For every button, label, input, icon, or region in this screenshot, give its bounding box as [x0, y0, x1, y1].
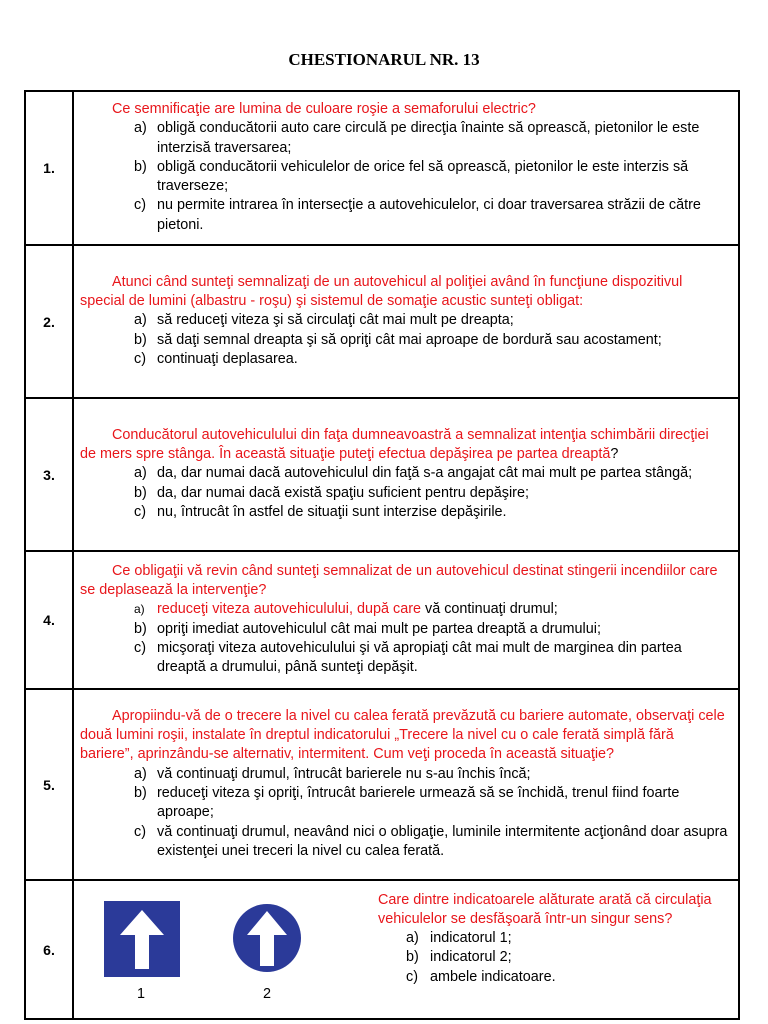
answer-text: micşoraţi viteza autovehiculului şi vă apropiaţi cât mai mult de marginea din partea dreaptă a drumului, până sunteţi depăşit. — [157, 639, 682, 676]
question-number: 6. — [25, 880, 73, 1019]
one-way-square-sign-icon — [104, 901, 180, 977]
answer-text: indicatorul 1; — [430, 930, 512, 947]
question-text — [80, 426, 728, 465]
answer-option-c[interactable] — [80, 823, 728, 862]
question-text-main: Conducătorul autovehiculului din faţa dumneavoastră a semnalizat intenţia schimbării direcţiei de mers spre stânga. În această situaţie puteţi efectua depăşirea pe partea dreaptă — [80, 426, 709, 463]
question-number: 2. — [25, 245, 73, 398]
answer-label: c) — [134, 197, 146, 214]
answer-text: ambele indicatoare. — [430, 968, 556, 985]
answer-list — [80, 311, 728, 369]
question-body — [73, 551, 739, 689]
answer-list — [80, 464, 728, 522]
answer-option-b[interactable] — [378, 948, 728, 967]
question-row-5 — [25, 689, 739, 880]
answer-label: c) — [406, 968, 418, 985]
answer-text: da, dar numai dacă există spaţiu suficient pentru depăşire; — [157, 484, 529, 501]
answer-text: nu, întrucât în astfel de situaţii sunt interzise depăşirile. — [157, 504, 507, 521]
answer-option-a[interactable] — [80, 119, 728, 158]
answer-text: să daţi semnal dreapta şi să opriţi cât mai aproape de bordură sau acostament; — [157, 331, 662, 348]
answer-label: a) — [134, 312, 147, 329]
answer-label: b) — [406, 949, 419, 966]
answer-option-c[interactable] — [80, 503, 728, 522]
answer-label: b) — [134, 484, 147, 501]
answer-label: a) — [134, 602, 145, 617]
question-number: 1. — [25, 91, 73, 245]
sign-label-1: 1 — [136, 985, 145, 1002]
question-6-layout — [74, 891, 728, 1009]
answer-label: c) — [134, 504, 146, 521]
question-row-1 — [25, 91, 739, 245]
answer-label: a) — [134, 120, 147, 137]
question-text: Ce obligaţii vă revin când sunteţi semnalizat de un autovehicul destinat stingerii incendiilor care se deplasează la intervenţie? — [80, 562, 718, 598]
question-body — [73, 880, 739, 1019]
answer-option-c[interactable] — [378, 968, 728, 987]
answer-label: c) — [134, 351, 146, 368]
answer-option-a[interactable] — [378, 929, 728, 948]
answer-label: b) — [134, 620, 147, 637]
question-body — [73, 398, 739, 551]
page-title: CHESTIONARUL NR. 13 — [288, 50, 480, 69]
answer-option-b[interactable] — [80, 784, 728, 823]
question-row-4 — [25, 551, 739, 689]
questionnaire-table — [24, 90, 740, 1020]
answer-text: reduceţi viteza şi opriţi, întrucât barierele urmează să se închidă, trenul fiind foarte aproape; — [157, 785, 680, 821]
answer-option-a[interactable] — [80, 311, 728, 330]
answer-label: c) — [134, 823, 146, 840]
answer-option-b[interactable] — [80, 158, 728, 197]
question-row-6 — [25, 880, 739, 1019]
answer-list — [80, 765, 728, 861]
answer-list — [80, 600, 728, 677]
answer-option-a[interactable] — [80, 464, 728, 483]
answer-label: c) — [134, 639, 146, 656]
question-body — [73, 689, 739, 880]
answer-text-highlight: reduceţi viteza autovehiculului, după care — [157, 601, 421, 618]
sign-label-2: 2 — [262, 985, 271, 1002]
answer-option-c[interactable] — [80, 639, 728, 678]
question-mark: ? — [610, 446, 619, 463]
answer-text: obligă conducătorii vehiculelor de orice fel să oprească, pietonilor le este interzis să traverseze; — [157, 158, 689, 195]
answer-option-c[interactable] — [80, 350, 728, 369]
answer-option-b[interactable] — [80, 484, 728, 503]
answer-text: opriţi imediat autovehiculul cât mai mult pe partea dreaptă a drumului; — [157, 620, 601, 637]
answer-list — [378, 929, 728, 987]
signs-area — [74, 891, 378, 1009]
question-text: Atunci când sunteţi semnalizaţi de un autovehicul al poliţiei având în funcţiune dispozitivul special de lumini (albastru - roşu) şi sistemul de somaţie acustic sunteţi obligat: — [80, 273, 683, 310]
mandatory-straight-ahead-round-sign-icon — [232, 903, 302, 973]
answer-label: b) — [134, 785, 147, 802]
question-text: Apropiindu-vă de o trecere la nivel cu calea ferată prevăzută cu bariere automate, observaţi cele două lumini roşii, instalate în dreptul indicatorului „Trecere la nivel cu o cale ferată simplă fără bariere”, aprinzându-se alternativ, intermitent. Cum veţi proceda în această situaţie? — [80, 707, 725, 763]
answer-label: b) — [134, 331, 147, 348]
question-body — [73, 91, 739, 245]
answer-text: indicatorul 2; — [430, 949, 512, 966]
answer-option-c[interactable] — [80, 196, 728, 235]
answer-text: continuaţi deplasarea. — [157, 351, 298, 368]
answer-label: a) — [134, 465, 147, 482]
answer-list — [80, 119, 728, 235]
question-row-3 — [25, 398, 739, 551]
answer-option-b[interactable] — [80, 331, 728, 350]
answer-label: a) — [406, 930, 419, 947]
answer-text: da, dar numai dacă autovehiculul din faţă s-a angajat cât mai mult pe partea stângă; — [157, 465, 693, 482]
answer-text: vă continuaţi drumul; — [421, 601, 558, 618]
answer-text: vă continuaţi drumul, întrucât barierele nu s-au închis încă; — [157, 765, 531, 782]
answer-label: b) — [134, 158, 147, 175]
question-row-2 — [25, 245, 739, 398]
question-6-text-area — [378, 891, 728, 1009]
question-text: Care dintre indicatoarele alăturate arată că circulaţia vehiculelor se desfăşoară într-un singur sens? — [378, 891, 712, 927]
question-number: 5. — [25, 689, 73, 880]
answer-text: obligă conducătorii auto care circulă pe direcţia înainte să oprească, pietonilor le este interzisă traversarea; — [157, 120, 700, 156]
answer-label: a) — [134, 765, 147, 782]
question-body — [73, 245, 739, 398]
answer-text: să reduceţi viteza şi să circulaţi cât mai mult pe dreapta; — [157, 312, 514, 329]
answer-option-a[interactable] — [80, 600, 728, 619]
answer-option-a[interactable] — [80, 765, 728, 784]
answer-text: vă continuaţi drumul, neavând nici o obligaţie, luminile intermitente acţionând doar asupra existenţei unei treceri la nivel cu calea ferată. — [157, 823, 728, 859]
question-number: 3. — [25, 398, 73, 551]
question-text: Ce semnificaţie are lumina de culoare roşie a semaforului electric? — [112, 101, 536, 117]
answer-option-b[interactable] — [80, 620, 728, 639]
answer-text: nu permite intrarea în intersecţie a autovehiculelor, ci doar traversarea străzii de către pietoni. — [157, 197, 701, 233]
question-number: 4. — [25, 551, 73, 689]
